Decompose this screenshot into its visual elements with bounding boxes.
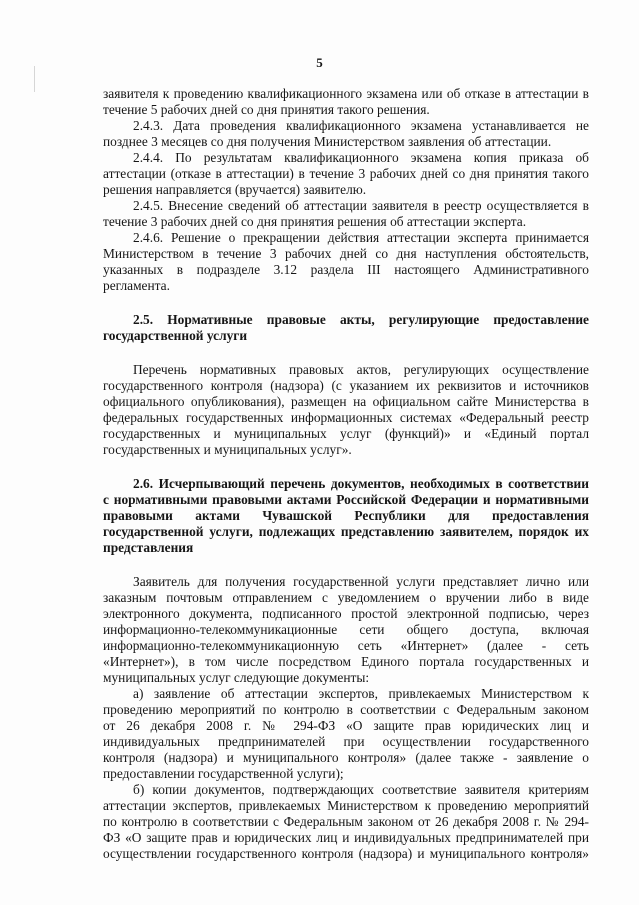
- text-line: государственных и муниципальных услуг».: [103, 442, 352, 457]
- text-line: 2.4.5. Внесение сведений об аттестации заявителя в реестр осуществляется в: [133, 198, 589, 213]
- text-line: государственной услуги: [103, 328, 248, 343]
- text-line: заказным почтовым отправлением с уведомлением о вручении либо в виде: [103, 590, 589, 605]
- text-line: решения направляется (вручается) заявителю.: [103, 182, 367, 197]
- text-line: индивидуальных предпринимателей при осуществлении государственного: [103, 734, 589, 749]
- text-line: Министерством в течение 3 рабочих дней со дня наступления обстоятельств,: [103, 246, 589, 261]
- text-line: 2.4.4. По результатам квалификационного экзамена копия приказа об: [133, 150, 589, 165]
- text-line: контроля (надзора) и муниципального контроля» (далее также - заявление о: [103, 750, 589, 765]
- text-line: электронного документа, подписанного простой электронной подписью, через: [103, 606, 589, 621]
- page-number: 5: [316, 55, 323, 70]
- text-line: с нормативными правовыми актами Российской Федерации и нормативными: [103, 492, 589, 507]
- text-line: представления: [103, 540, 194, 555]
- text-line: Заявитель для получения государственной услуги представляет лично или: [133, 574, 589, 589]
- text-line: проведению мероприятий по контролю в соответствии с Федеральным законом: [103, 702, 589, 717]
- text-line: осуществлении государственного контроля (надзора) и муниципального контроля»: [103, 846, 589, 861]
- text-line: позднее 3 месяцев со дня получения Министерством заявления об аттестации.: [103, 134, 552, 149]
- text-line: регламента.: [103, 278, 170, 293]
- text-line: 2.5. Нормативные правовые акты, регулирующие предоставление: [133, 312, 589, 327]
- text-line: правовыми актами Чувашской Республики для предоставления: [103, 508, 589, 523]
- text-line: от 26 декабря 2008 г. № 294-ФЗ «О защите прав юридических лиц и: [103, 718, 589, 733]
- text-line: аттестации экспертов, привлекаемых Министерством к проведению мероприятий: [103, 798, 589, 813]
- text-line: 2.4.6. Решение о прекращении действия аттестации эксперта принимается: [133, 230, 589, 245]
- text-line: 2.6. Исчерпывающий перечень документов, необходимых в соответствии: [133, 476, 589, 491]
- text-line: «Интернет»), в том числе посредством Единого портала государственных и: [103, 654, 589, 669]
- text-line: течение 5 рабочих дней со дня принятия такого решения.: [103, 102, 430, 117]
- text-line: заявителя к проведению квалификационного экзамена или об отказе в аттестации в: [103, 86, 589, 101]
- text-line: официального опубликования), размещен на официальном сайте Министерства в: [103, 394, 589, 409]
- text-line: по контролю в соответствии с Федеральным законом от 26 декабря 2008 г. № 294-: [103, 814, 589, 829]
- text-line: государственной услуги, подлежащих представлению заявителем, порядок их: [103, 524, 589, 539]
- text-line: 2.4.3. Дата проведения квалификационного экзамена устанавливается не: [133, 118, 589, 133]
- text-line: указанных в подразделе 3.12 раздела III настоящего Административного: [103, 262, 589, 277]
- text-line: аттестации (отказе в аттестации) в течение 3 рабочих дней со дня принятия такого: [103, 166, 589, 181]
- text-line: течение 3 рабочих дней со дня принятия решения об аттестации эксперта.: [103, 214, 527, 229]
- text-line: государственного контроля (надзора) (с указанием их реквизитов и источников: [103, 378, 589, 393]
- text-line: муниципальных услуг следующие документы:: [103, 670, 370, 685]
- text-line: ФЗ «О защите прав и юридических лиц и индивидуальных предпринимателей при: [103, 830, 589, 845]
- text-line: информационно-телекоммуникационную сеть «Интернет» (далее - сеть: [103, 638, 589, 653]
- text-line: а) заявление об аттестации экспертов, привлекаемых Министерством к: [133, 686, 589, 701]
- text-line: государственных и муниципальных услуг (функций)» и «Единый портал: [103, 426, 589, 441]
- text-line: предоставлении государственной услуги);: [103, 766, 344, 781]
- text-line: федеральных государственных информационных системах «Федеральный реестр: [103, 410, 589, 425]
- text-line: б) копии документов, подтверждающих соответствие заявителя критериям: [133, 782, 589, 797]
- text-line: информационно-телекоммуникационные сети общего доступа, включая: [103, 622, 589, 637]
- text-line: Перечень нормативных правовых актов, регулирующих осуществление: [133, 362, 589, 377]
